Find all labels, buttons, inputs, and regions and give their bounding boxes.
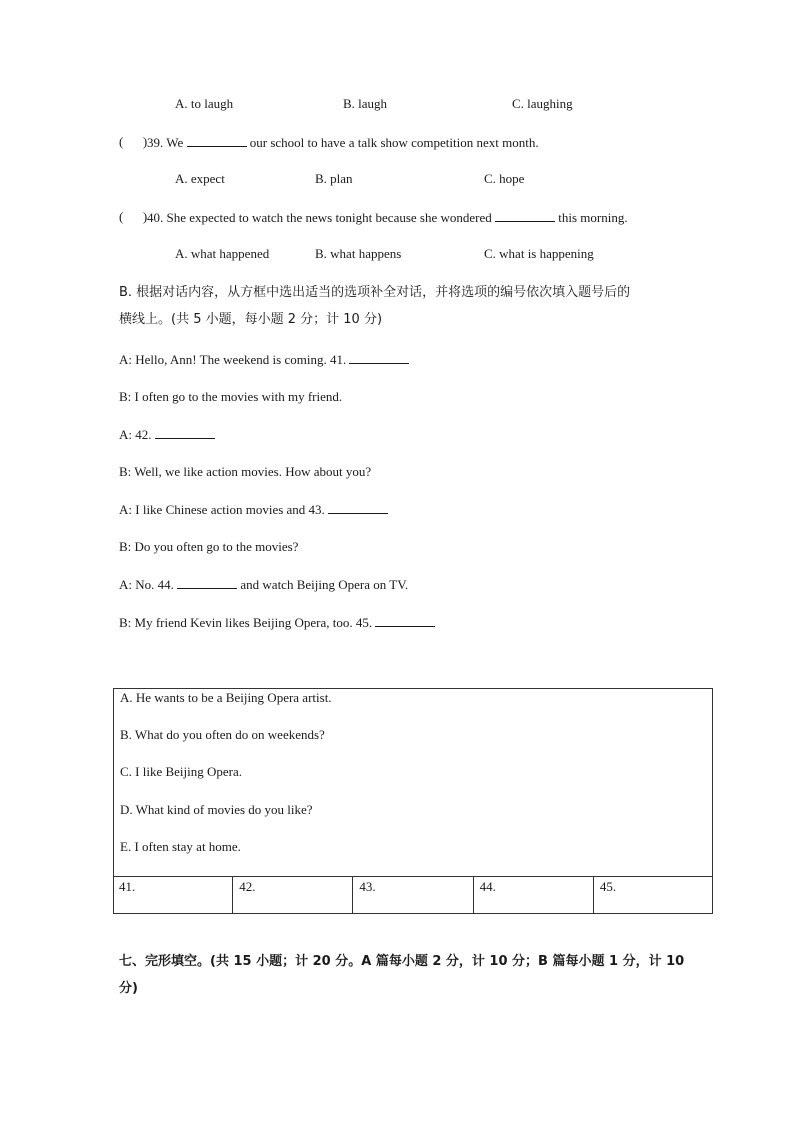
section-b-instruction-line2: 横线上。(共 5 小题，每小题 2 分；计 10 分) [119,312,383,327]
answer-row [113,876,713,914]
answer-cell-label: 44. [479,879,496,894]
answer-cell-label: 41. [119,879,136,894]
section-7-heading-line2: 分) [119,981,138,996]
dialogue-line [119,464,371,480]
answer-cell[interactable] [113,877,233,914]
q40-option-b: B. what happens [315,246,402,261]
dialogue-blank-42 [155,426,215,439]
dialogue-text-after: and watch Beijing Opera on TV. [240,577,409,592]
dialogue-blank-45 [375,614,435,627]
q38-option-b: B. laugh [343,96,388,111]
dialogue-text: B: Do you often go to the movies? [119,539,299,554]
answer-cell[interactable] [474,877,594,914]
answer-cell[interactable] [233,877,353,914]
q39-text-before: 39. We [147,135,184,150]
dialogue-line [119,539,298,555]
q39-answer-paren: ( ) [119,134,148,149]
box-option-b: B. What do you often do on weekends? [120,727,325,742]
dialogue-text: B: I often go to the movies with my friend. [119,389,343,404]
section-b-instruction-line1: B. 根据对话内容，从方框中选出适当的选项补全对话，并将选项的编号依次填入题号后的 [119,285,631,300]
dialogue-line [119,576,408,593]
answer-cell-label: 43. [359,879,376,894]
q40-option-c: C. what is happening [484,246,594,261]
q40-option-a: A. what happened [175,246,270,261]
dialogue-text: B: Well, we like action movies. How about you? [119,464,372,479]
q39-blank [187,134,247,147]
answer-cell-label: 45. [599,879,617,894]
box-option-d: D. What kind of movies do you like? [120,802,313,817]
q39-text-after: our school to have a talk show competition next month. [249,135,539,150]
q38-option-a: A. to laugh [175,96,234,111]
q40-blank [495,209,555,222]
q38-option-c: C. laughing [512,96,573,111]
dialogue-line [119,426,215,443]
dialogue-text: B: My friend Kevin likes Beijing Opera, too. 45. [119,615,373,630]
answer-cell-label: 42. [239,879,256,894]
dialogue-text: A: I like Chinese action movies and 43. [119,502,325,517]
section-7-heading-line1: 七、完形填空。(共 15 小题；计 20 分。A 篇每小题 2 分，计 10 分；B 篇每小题 1 分，计 10 [119,954,685,969]
box-option-c: C. I like Beijing Opera. [120,764,243,779]
dialogue-blank-44 [177,576,237,589]
dialogue-text: A: Hello, Ann! The weekend is coming. 41. [119,352,347,367]
dialogue-blank-43 [328,501,388,514]
q39-option-b: B. plan [315,171,353,186]
box-option-a: A. He wants to be a Beijing Opera artist. [120,690,332,705]
q40-answer-paren: ( ) [119,209,148,224]
q40-text-after: this morning. [558,210,628,225]
q39-option-a: A. expect [175,171,225,186]
dialogue-text: A: No. 44. [119,577,174,592]
answer-cell[interactable] [594,877,713,914]
q40-text-before: 40. She expected to watch the news tonight because she wondered [147,210,492,225]
dialogue-text: A: 42. [119,427,152,442]
dialogue-line [119,389,342,405]
q39-stem [147,134,539,151]
q40-stem [147,209,628,226]
dialogue-line [119,351,409,368]
dialogue-blank-41 [349,351,409,364]
q39-option-c: C. hope [484,171,525,186]
dialogue-line [119,614,435,631]
dialogue-line [119,501,388,518]
answer-cell[interactable] [353,877,473,914]
box-option-e: E. I often stay at home. [120,839,241,854]
